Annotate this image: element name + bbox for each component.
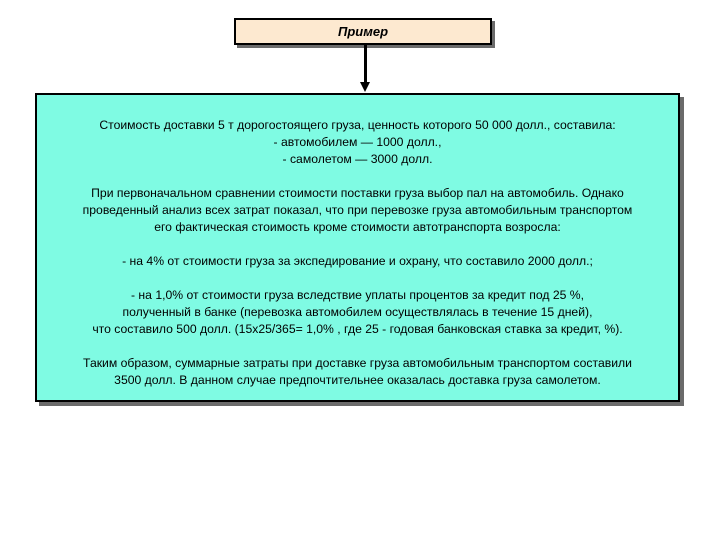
credit-cost-line-2: полученный в банке (перевозка автомобилем осуществлялась в течение 15 дней), [122, 305, 593, 319]
example-content-box [35, 93, 680, 402]
expediting-cost-line: - на 4% от стоимости груза за экспедирование и охрану, что составило 2000 долл.; [122, 254, 593, 268]
connector-line [364, 43, 367, 84]
analysis-line-2: проведенный анализ всех затрат показал, что при перевозке груза автомобильным транспортом [82, 203, 633, 217]
analysis-line-3: его фактическая стоимость кроме стоимости автотранспорта возросла: [154, 220, 561, 234]
conclusion-line-2: 3500 долл. В данном случае предпочтительнее оказалась доставка груза самолетом. [114, 373, 601, 387]
cost-truck-line: - автомобилем — 1000 долл., [273, 135, 442, 149]
credit-cost-line-3: что составило 500 долл. (15x25/365= 1,0% , где 25 - годовая банковская ставка за кредит, %). [92, 322, 623, 336]
credit-cost-line-1: - на 1,0% от стоимости груза вследствие уплаты процентов за кредит под 25 %, [130, 288, 585, 302]
example-title-box [234, 18, 492, 45]
analysis-line-1: При первоначальном сравнении стоимости поставки груза выбор пал на автомобиль. Однако [91, 186, 624, 200]
connector-arrow-head [360, 82, 370, 92]
conclusion-line-1: Таким образом, суммарные затраты при доставке груза автомобильным транспортом составили [83, 356, 632, 370]
example-title: Пример [337, 24, 389, 39]
cost-plane-line: - самолетом — 3000 долл. [282, 152, 433, 166]
cost-intro-line: Стоимость доставки 5 т дорогостоящего груза, ценность которого 50 000 долл., составила: [99, 118, 616, 132]
